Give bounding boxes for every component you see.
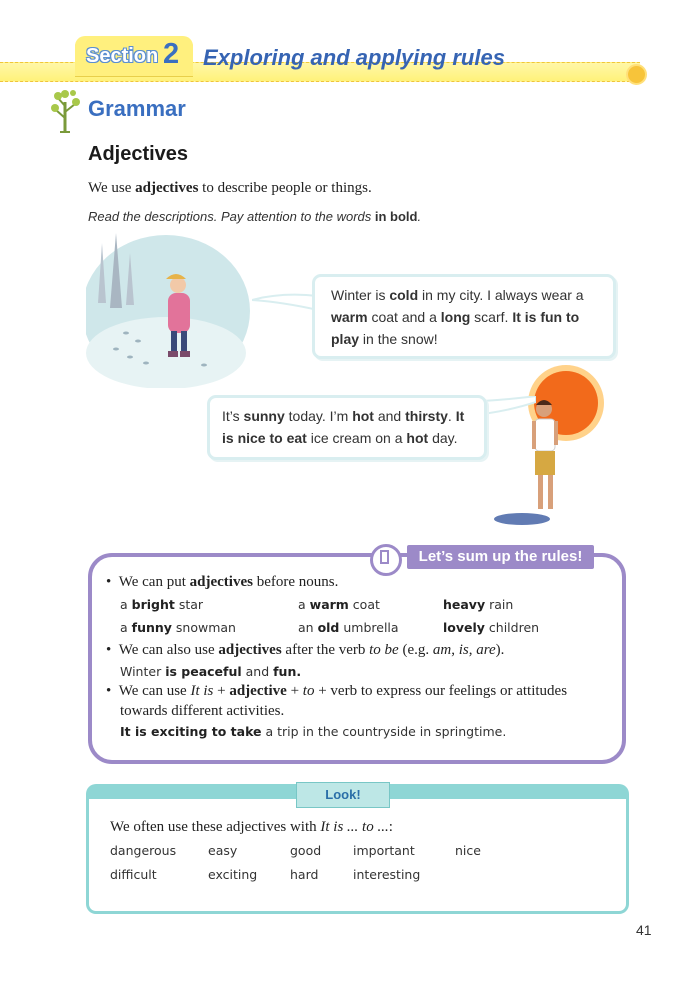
example-item: a bright star (120, 597, 204, 612)
adjective-word: hard (290, 867, 319, 882)
example-item: a warm coat (298, 597, 380, 612)
look-intro: We often use these adjectives with It is ... to ...: (110, 819, 393, 835)
summer-illustration (492, 363, 610, 528)
intro-sentence: We use adjectives to describe people or things. (88, 180, 372, 196)
topic-heading: Adjectives (88, 143, 189, 165)
look-tag: Look! (296, 782, 390, 808)
rule-bullet-3: • We can use It is + adjective + to + verb to express our feelings or attitudes (106, 683, 568, 699)
adjective-word: easy (208, 843, 238, 858)
section-number: 2 (163, 38, 180, 70)
adjective-word: nice (455, 843, 481, 858)
example-item: lovely children (443, 620, 540, 635)
instruction: Read the descriptions. Pay attention to the words in bold. (88, 209, 422, 224)
band-end-dot (626, 64, 647, 85)
bubble-tail-1 (252, 292, 318, 312)
rule-bullet-1: • We can put adjectives before nouns. (106, 574, 339, 590)
winter-illustration (86, 233, 251, 388)
adjective-word: interesting (353, 867, 421, 882)
adjective-word: dangerous (110, 843, 177, 858)
section-title: Exploring and applying rules (203, 45, 505, 70)
speech-bubble-winter: Winter is cold in my city. I always wear a warm coat and a long scarf. It is fun to play in the snow! (312, 274, 616, 359)
rule-bullet-3-cont: towards different activities. (120, 703, 285, 719)
grammar-heading: Grammar (88, 96, 186, 121)
adjective-word: exciting (208, 867, 258, 882)
tree-icon (48, 88, 82, 134)
adjective-word: important (353, 843, 415, 858)
notes-icon-page (380, 550, 389, 564)
adjective-word: good (290, 843, 322, 858)
example-sentence-2: Winter is peaceful and fun. (120, 664, 302, 679)
rule-bullet-2: • We can also use adjectives after the verb to be (e.g. am, is, are). (106, 642, 505, 658)
adjective-word: difficult (110, 867, 157, 882)
section-label: Section (86, 45, 159, 67)
page-number: 41 (636, 922, 652, 938)
example-item: an old umbrella (298, 620, 399, 635)
example-item: a funny snowman (120, 620, 236, 635)
rules-tag: Let’s sum up the rules! (407, 545, 594, 569)
example-sentence-3: It is exciting to take a trip in the countryside in springtime. (120, 724, 507, 739)
example-item: heavy rain (443, 597, 514, 612)
speech-bubble-summer: It’s sunny today. I’m hot and thirsty. It is nice to eat ice cream on a hot day. (207, 395, 487, 460)
